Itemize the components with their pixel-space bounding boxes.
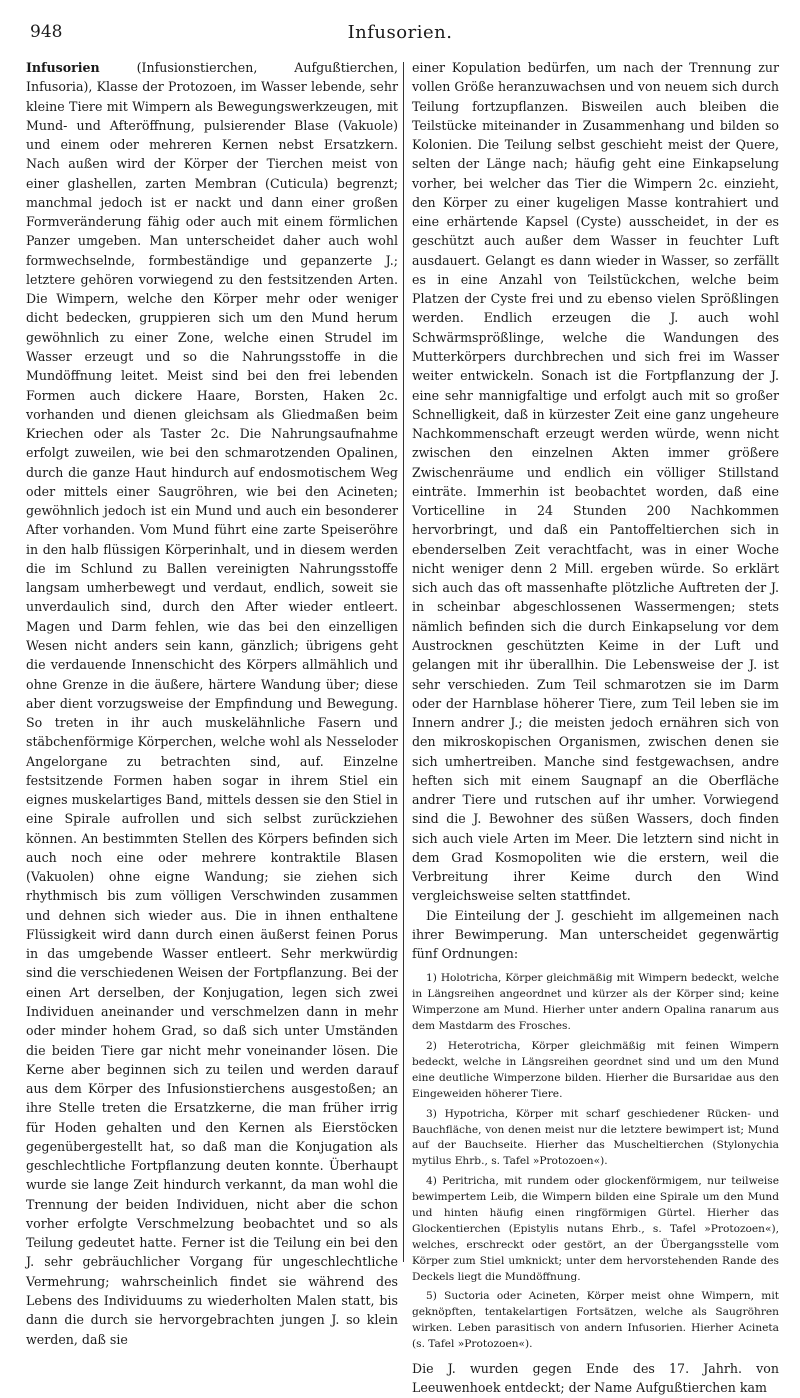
order-item: 5) Suctoria oder Acineten, Körper meist ohne Wimpern, mit geknöpften, tentakelartigen Fortsätzen, welche als Saugröhren wirken. Leben parasitisch von andern Infusorien. Hierher Acineta (s. Tafel »Protozoen«). bbox=[412, 1290, 779, 1351]
article-text: (Infusionstierchen, Aufgußtierchen, Infusoria), Klasse der Protozoen, im Wasser lebende, sehr kleine Tiere mit Wimpern als Bewegungswerkzeugen, mit Mund- und Afteröffnung, pulsierender Blase (Vakuole) und einem oder mehreren Kernen nebst Ersatzkern. Nach außen wird der Körper der Tierchen meist von einer glashellen, zarten Membran (Cuticula) begrenzt; manchmal jedoch ist er nackt und dann einer großen Formveränderung fähig oder auch mit einem förmlichen Panzer umgeben. Man unterscheidet daher auch wohl formwechselnde, formbeständige und gepanzerte J.; letztere gehören vorwiegend zu den festsitzenden Arten. Die Wimpern, welche den Körper mehr oder weniger dicht bedecken, gruppieren sich um den Mund herum gewöhnlich zu einer Zone, welche einen Strudel im Wasser erzeugt und so die Nahrungsstoffe in die Mundöffnung leitet. Meist sind bei den frei lebenden Formen auch dickere Haare, Borsten, Haken 2c. vorhanden und dienen gleichsam als Gliedmaßen beim Kriechen oder als Taster 2c. Die Nahrungsaufnahme erfolgt zuweilen, wie bei den schmarotzenden Opalinen, durch die ganze Haut hindurch auf endosmotischem Weg oder mittels einer Saugröhren, wie bei den Acineten; gewöhnlich jedoch ist ein Mund und auch ein besonderer After vorhanden. Vom Mund führt eine zarte Speiseröhre in den halb flüssigen Körperinhalt, und in diesem werden die im Schlund zu Ballen vereinigten Nahrungsstoffe langsam umherbewegt und verdaut, endlich, soweit sie unverdaulich sind, durch den After wieder entleert. Magen und Darm fehlen, wie das bei den einzelligen Wesen nicht anders sein kann, gänzlich; übrigens geht die verdauende Innenschicht des Körpers allmählich und ohne Grenze in die äußere, härtere Wandung über; diese aber dient vorzugsweise der Empfindung und Bewegung. So treten in ihr auch muskelähnliche Fasern und stäbchenförmige Körperchen, welche wohl als Nesseloder Angelorgane zu betrachten sind, auf. Einzelne festsitzende Formen haben sogar in ihrem Stiel ein eignes muskelartiges Band, mittels dessen sie den Stiel in eine Spirale aufrollen und sich selbst zurückziehen können. An bestimmten Stellen des Körpers befinden sich auch noch eine oder mehrere kontraktile Blasen (Vakuolen) ohne eigne Wandung; sie ziehen sich rhythmisch bis zum völligen Verschwinden zusammen und dehnen sich wieder aus. Die in ihnen enthaltene Flüssigkeit wird dann durch einen äußerst feinen Porus in das umgebende Wasser entleert. Sehr merkwürdig sind die verschiedenen Weisen der Fortpflanzung. Bei der einen Art derselben, der Konjugation, legen sich zwei Individuen aneinander und verschmelzen dann in mehr oder minder hohem Grad, so daß sich unter Umständen die beiden Tiere gar nicht mehr voneinander lösen. Die Kerne aber beginnen sich zu teilen und werden darauf aus dem Körper des Infusionstierchens ausgestoßen; an ihre Stelle treten die Ersatzkerne, die man früher irrig für Hoden gehalten und den Kernen als Eierstöcken gegenübergestellt hat, so daß man die Konjugation als geschlechtliche Fortpflanzung deuten konnte. Überhaupt wurde sie lange Zeit hindurch verkannt, da man wohl die Trennung der beiden Individuen, nicht aber die schon vorher erfolgte Verschmelzung beobachtet und so als Teilung gedeutet hatte. Ferner ist die Teilung ein bei den J. sehr gebräuchlicher Vorgang für ungeschlechtliche Vermehrung; wahrscheinlich findet sie während des Lebens des Individuums zu wiederholten Malen statt, bis dann die durch sie hervorgebrachten jungen J. so klein werden, daß sie bbox=[26, 60, 398, 1347]
left-column bbox=[26, 58, 398, 1349]
order-item: 3) Hypotricha, Körper mit scharf geschiedener Rücken- und Bauchfläche, von denen meist nur die letztere bewimpert ist; Mund auf der Bauchseite. Hierher das Muscheltierchen (Stylonychia mytilus Ehrb., s. Tafel »Protozoen«). bbox=[412, 1107, 779, 1168]
running-title: Infusorien. bbox=[347, 22, 453, 43]
article-paragraph bbox=[26, 58, 398, 1349]
article-paragraph: einer Kopulation bedürfen, um nach der Trennung zur vollen Größe heranzuwachsen und von neuem sich durch Teilung fortzupflanzen. Bisweilen auch bleiben die Teilstücke miteinander in Zusammenhang und bilden so Kolonien. Die Teilung selbst geschieht meist der Quere, selten der Länge nach; häufig geht eine Einkapselung vorher, bei welcher das Tier die Wimpern 2c. einzieht, den Körper zu einer kugeligen Masse kontrahiert und eine erhärtende Kapsel (Cyste) ausscheidet, in der es geschützt auch außer dem Wasser in feuchter Luft ausdauert. Gelangt es dann wieder in Wasser, so zerfällt es in eine Anzahl von Teilstückchen, welche beim Platzen der Cyste frei und zu ebenso vielen Sprößlingen werden. Endlich erzeugen die J. auch wohl Schwärmsprößlinge, welche die Wandungen des Mutterkörpers durchbrechen und sich frei im Wasser weiter entwickeln. Sonach ist die Fortpflanzung der J. eine sehr mannigfaltige und erfolgt auch mit so großer Schnelligkeit, daß in kürzester Zeit eine ganz ungeheure Nachkommenschaft erzeugt werden würde, wenn nicht zwischen den einzelnen Akten immer größere Zwischenräume und endlich ein völliger Stillstand einträte. Immerhin ist beobachtet worden, daß eine Vorticelline in 24 Stunden 200 Nachkommen hervorbringt, und daß ein Pantoffeltierchen sich in ebenderselben Zeit verachtfacht, was in einer Woche nicht weniger denn 2 Mill. ergeben würde. So erklärt sich auch das oft massenhafte plötzliche Auftreten der J. in scheinbar abgeschlossenen Wassermengen; stets nämlich befinden sich die durch Einkapselung vor dem Austrocknen geschützten Keime in der Luft und gelangen mit ihr überallhin. Die Lebensweise der J. ist sehr verschieden. Zum Teil schmarotzen sie im Darm oder der Harnblase höherer Tiere, zum Teil leben sie im Innern andrer J.; die meisten jedoch ernähren sich von den mikroskopischen Organismen, zwischen denen sie sich umhertreiben. Manche sind festgewachsen, andre heften sich mit einem Saugnapf an die Oberfläche andrer Tiere und rutschen auf ihr umher. Vorwiegend sind die J. Bewohner des süßen Wassers, doch finden sich auch viele Arten im Meer. Die letztern sind nicht in dem Grad Kosmopoliten wie die erstern, weil die Verbreitung ihrer Keime durch den Wind vergleichsweise selten stattfindet. bbox=[412, 60, 779, 904]
order-item: 1) Holotricha, Körper gleichmäßig mit Wimpern bedeckt, welche in Längsreihen angeordnet und kürzer als der Körper sind; keine Wimperzone am Mund. Hierher unter andern Opalina ranarum aus dem Mastdarm des Frosches. bbox=[412, 972, 779, 1033]
classification-intro: Die Einteilung der J. geschieht im allgemeinen nach ihrer Bewimperung. Man unterscheidet gegenwärtig fünf Ordnungen: bbox=[412, 907, 779, 962]
history-paragraph: Die J. wurden gegen Ende des 17. Jahrh. von Leeuwenhoek entdeckt; der Name Aufgußtierchen kam bbox=[412, 1360, 779, 1396]
article-lemma: Infusorien bbox=[26, 60, 100, 75]
page-number: 948 bbox=[30, 22, 63, 42]
column-divider bbox=[403, 62, 404, 1262]
order-item: 2) Heterotricha, Körper gleichmäßig mit feinen Wimpern bedeckt, welche in Längsreihen geordnet sind und um den Mund eine deutliche Wimperzone bilden. Hierher die Bursaridae aus den Eingeweiden höherer Tiere. bbox=[412, 1040, 779, 1100]
right-column bbox=[412, 58, 779, 1398]
orders-list bbox=[412, 971, 779, 1352]
page-header bbox=[22, 22, 778, 46]
order-item: 4) Peritricha, mit rundem oder glockenförmigem, nur teilweise bewimpertem Leib, die Wimpern bilden eine Spirale um den Mund und hinten häufig einen ringförmigen Gürtel. Hierher das Glockentierchen (Epistylis nutans Ehrb., s. Tafel »Protozoen«), welches, erschreckt oder gestört, an der Übergangsstelle vom Körper zum Stiel umknickt; unter dem hervorstehenden Rande des Deckels liegt die Mundöffnung. bbox=[412, 1175, 779, 1283]
